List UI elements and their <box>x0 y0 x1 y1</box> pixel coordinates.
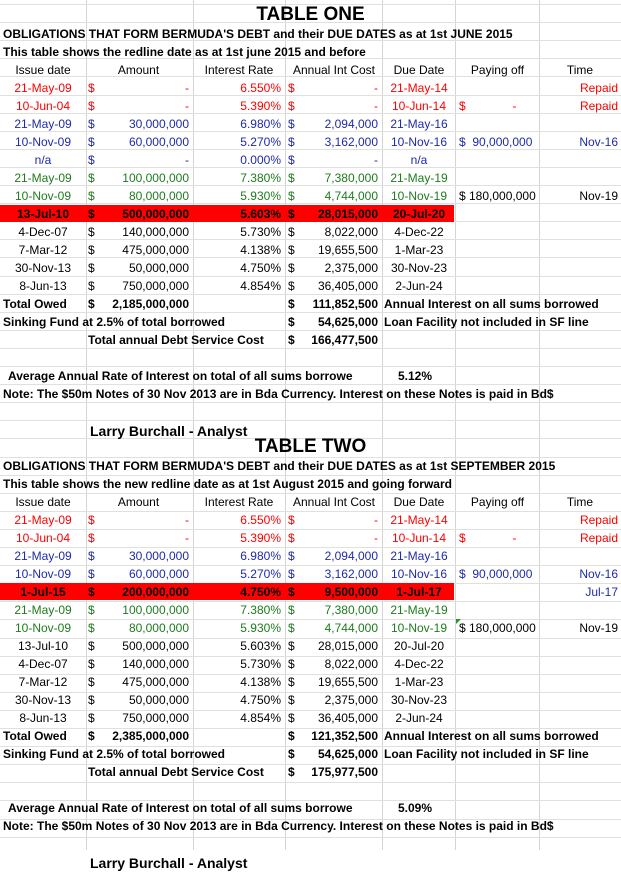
cell-due: 10-Nov-19 <box>390 189 448 203</box>
cell-rate: 0.000% <box>240 153 281 167</box>
cell-cost: 4,744,000 <box>324 621 378 635</box>
sinking-fund-label: Sinking Fund at 2.5% of total borrowed <box>3 315 226 329</box>
cell-cost: 7,380,000 <box>324 603 378 617</box>
cell-time: Nov-19 <box>579 189 618 203</box>
cell-due: 10-Jun-14 <box>391 531 447 545</box>
cell-cost: 8,022,000 <box>324 225 378 239</box>
sinking-fund-note: Loan Facility not included in SF line <box>384 315 589 329</box>
column-header: Time <box>566 495 594 509</box>
debt-service-value: 175,977,500 <box>311 765 378 779</box>
cell-dollar1: $ <box>88 657 95 671</box>
comment-marker <box>456 619 461 624</box>
cell-cost: 8,022,000 <box>324 657 378 671</box>
cell-cost: 9,500,000 <box>324 585 378 599</box>
cell-issue: 10-Nov-09 <box>14 567 72 581</box>
cell-issue: 10-Nov-09 <box>14 189 72 203</box>
cell-cost: 7,380,000 <box>324 171 378 185</box>
table-row <box>0 673 621 691</box>
cell-cost: 28,015,000 <box>317 639 378 653</box>
table-row <box>0 151 621 169</box>
cell-amount: 30,000,000 <box>128 549 189 563</box>
column-header: Amount <box>117 63 160 77</box>
cell-dollar2: $ <box>288 117 295 131</box>
cell-amount: 200,000,000 <box>122 585 189 599</box>
cell-issue: 1-Jul-15 <box>20 585 66 599</box>
cell-amount: 500,000,000 <box>122 207 189 221</box>
sinking-fund-value: 54,625,000 <box>317 747 378 761</box>
cell-amount: - <box>185 513 189 527</box>
cell-dollar1: $ <box>88 513 95 527</box>
cell-dollar2: $ <box>288 639 295 653</box>
average-rate-label: Average Annual Rate of Interest on total of all sums borrowe <box>8 801 353 815</box>
cell-issue: 10-Jun-04 <box>15 531 71 545</box>
cell-dollar2: $ <box>288 711 295 725</box>
cell-dollar1: $ <box>88 225 95 239</box>
cell-dollar1: $ <box>88 207 95 221</box>
cell-cost: - <box>374 531 378 545</box>
column-header: Annual Int Cost <box>292 63 376 77</box>
sinking-fund-row <box>0 313 621 331</box>
table-1-heading: OBLIGATIONS THAT FORM BERMUDA'S DEBT and their DUE DATES as at 1st JUNE 2015 <box>3 27 513 41</box>
cell-cost: - <box>374 513 378 527</box>
average-rate-row <box>0 367 621 385</box>
average-rate-value: 5.12% <box>398 369 433 383</box>
cell-rate: 4.854% <box>240 711 281 725</box>
cell-rate: 7.380% <box>240 603 281 617</box>
debt-service-label: Total annual Debt Service Cost <box>88 333 264 347</box>
average-rate-row <box>0 799 621 817</box>
cell-dollar2: $ <box>288 549 295 563</box>
cell-dollar2: $ <box>288 675 295 689</box>
cell-dollar2: $ <box>288 621 295 635</box>
cell-dollar2: $ <box>288 567 295 581</box>
cell-dollar1: $ <box>88 243 95 257</box>
cell-due: 1-Mar-23 <box>394 675 444 689</box>
cell-amount: 50,000,000 <box>128 261 189 275</box>
cell-cost: 2,094,000 <box>324 549 378 563</box>
cell-rate: 6.550% <box>240 513 281 527</box>
cell-rate: 5.603% <box>240 207 281 221</box>
cell-issue: 21-May-09 <box>14 603 72 617</box>
analyst-signature: Larry Burchall - Analyst <box>90 423 248 439</box>
table-row <box>0 277 621 295</box>
cell-due: 2-Jun-24 <box>395 711 443 725</box>
cell-dollar1: $ <box>88 99 95 113</box>
cell-due: 21-May-14 <box>390 81 448 95</box>
cell-dollar2: $ <box>288 189 295 203</box>
table-1-subheading: This table shows the redline date as at 1st june 2015 and before <box>3 45 366 59</box>
cell-due: 4-Dec-22 <box>394 225 444 239</box>
cell-issue: 21-May-09 <box>14 117 72 131</box>
cell-issue: 7-Mar-12 <box>18 243 68 257</box>
cell-rate: 6.980% <box>240 117 281 131</box>
cell-dollar2: $ <box>288 99 295 113</box>
cell-issue: 13-Jul-10 <box>16 207 70 221</box>
cell-amount: 50,000,000 <box>128 693 189 707</box>
cell-due: 30-Nov-23 <box>390 693 448 707</box>
cell-amount: - <box>185 153 189 167</box>
cell-dollar2: $ <box>288 693 295 707</box>
cell-due: 10-Nov-16 <box>390 135 448 149</box>
cell-due: 1-Jul-17 <box>396 585 442 599</box>
debt-service-value: 166,477,500 <box>311 333 378 347</box>
table-2-title: TABLE TWO <box>254 436 367 457</box>
table-row <box>0 133 621 151</box>
cell-dollar2: $ <box>288 531 295 545</box>
cell-amount: 475,000,000 <box>122 675 189 689</box>
average-rate-label: Average Annual Rate of Interest on total of all sums borrowe <box>8 369 353 383</box>
table-2-heading: OBLIGATIONS THAT FORM BERMUDA'S DEBT and their DUE DATES as at 1st SEPTEMBER 2015 <box>3 459 556 473</box>
cell-rate: 4.854% <box>240 279 281 293</box>
cell-dollar2: $ <box>288 135 295 149</box>
note-row <box>0 817 621 835</box>
cell-cost: - <box>374 153 378 167</box>
cell-rate: 6.980% <box>240 549 281 563</box>
total-owed-label: Total Owed <box>3 729 67 743</box>
column-header: Issue date <box>15 495 71 509</box>
column-header: Issue date <box>15 63 71 77</box>
cell-paying: $ 90,000,000 <box>459 567 533 581</box>
cell-dollar: $ <box>288 747 295 761</box>
total-owed-value: 2,185,000,000 <box>112 297 189 311</box>
cell-dollar1: $ <box>88 81 95 95</box>
debt-service-row <box>0 763 621 781</box>
cell-issue: 21-May-09 <box>14 81 72 95</box>
cell-rate: 5.270% <box>240 567 281 581</box>
cell-due: 21-May-19 <box>390 171 448 185</box>
cell-dollar: $ <box>288 315 295 329</box>
cell-amount: - <box>185 531 189 545</box>
cell-paying: $ 180,000,000 <box>459 189 536 203</box>
cell-dollar2: $ <box>288 81 295 95</box>
table-row <box>0 601 621 619</box>
cell-amount: 80,000,000 <box>128 621 189 635</box>
cell-paying: $ 180,000,000 <box>459 621 536 635</box>
table-row <box>0 187 621 205</box>
cell-dollar1: $ <box>88 603 95 617</box>
cell-cost: 19,655,500 <box>317 675 378 689</box>
cell-due: 21-May-19 <box>390 603 448 617</box>
cell-cost: 2,375,000 <box>324 261 378 275</box>
cell-dollar: $ <box>288 729 295 743</box>
cell-due: 4-Dec-22 <box>394 657 444 671</box>
cell-cost: 4,744,000 <box>324 189 378 203</box>
cell-issue: 30-Nov-13 <box>14 693 72 707</box>
cell-rate: 4.138% <box>240 243 281 257</box>
cell-issue: 8-Jun-13 <box>19 711 67 725</box>
cell-dollar1: $ <box>88 153 95 167</box>
cell-time: Nov-16 <box>579 135 618 149</box>
column-header: Due Date <box>393 63 445 77</box>
analyst-signature: Larry Burchall - Analyst <box>90 855 248 871</box>
cell-rate: 5.930% <box>240 621 281 635</box>
cell-amount: - <box>185 99 189 113</box>
cell-cost: - <box>374 99 378 113</box>
cell-due: 10-Jun-14 <box>391 99 447 113</box>
currency-note: Note: The $50m Notes of 30 Nov 2013 are in Bda Currency. Interest on these Notes is paid in Bd$ <box>3 819 554 833</box>
cell-due: 21-May-14 <box>390 513 448 527</box>
column-header: Annual Int Cost <box>292 495 376 509</box>
column-header: Interest Rate <box>204 495 274 509</box>
cell-issue: 21-May-09 <box>14 171 72 185</box>
cell-issue: 21-May-09 <box>14 513 72 527</box>
cell-cost: 2,375,000 <box>324 693 378 707</box>
cell-rate: 5.730% <box>240 657 281 671</box>
cell-rate: 5.390% <box>240 531 281 545</box>
debt-service-label: Total annual Debt Service Cost <box>88 765 264 779</box>
total-owed-row <box>0 727 621 745</box>
cell-cost: - <box>374 81 378 95</box>
cell-rate: 4.750% <box>240 693 281 707</box>
cell-dollar1: $ <box>88 135 95 149</box>
cell-dollar: $ <box>88 297 95 311</box>
table-row <box>0 259 621 277</box>
table-row <box>0 511 621 529</box>
cell-time: Repaid <box>579 531 618 545</box>
cell-amount: 60,000,000 <box>128 135 189 149</box>
cell-due: 1-Mar-23 <box>394 243 444 257</box>
cell-due: 30-Nov-23 <box>390 261 448 275</box>
cell-amount: 100,000,000 <box>122 603 189 617</box>
cell-rate: 4.750% <box>240 261 281 275</box>
cell-rate: 5.270% <box>240 135 281 149</box>
cell-issue: 4-Dec-07 <box>18 225 68 239</box>
table-row <box>0 547 621 565</box>
sinking-fund-value: 54,625,000 <box>317 315 378 329</box>
sinking-fund-label: Sinking Fund at 2.5% of total borrowed <box>3 747 226 761</box>
cell-amount: 750,000,000 <box>122 279 189 293</box>
cell-paying: $ - <box>459 99 517 113</box>
table-row <box>0 655 621 673</box>
table-row <box>0 619 621 637</box>
cell-rate: 5.603% <box>240 639 281 653</box>
cell-time: Jul-17 <box>585 585 618 599</box>
total-owed-value: 2,385,000,000 <box>112 729 189 743</box>
cell-time: Nov-16 <box>579 567 618 581</box>
column-header: Time <box>566 63 594 77</box>
total-note: Annual Interest on all sums borrowed <box>384 297 599 311</box>
sinking-fund-note: Loan Facility not included in SF line <box>384 747 589 761</box>
cell-dollar1: $ <box>88 639 95 653</box>
cell-amount: 475,000,000 <box>122 243 189 257</box>
cell-due: 10-Nov-19 <box>390 621 448 635</box>
total-cost-value: 111,852,500 <box>312 297 378 311</box>
table-row <box>0 97 621 115</box>
cell-due: 10-Nov-16 <box>390 567 448 581</box>
column-header: Interest Rate <box>204 63 274 77</box>
cell-due: 20-Jul-20 <box>393 639 445 653</box>
cell-cost: 36,405,000 <box>317 711 378 725</box>
cell-cost: 36,405,000 <box>317 279 378 293</box>
cell-dollar1: $ <box>88 549 95 563</box>
gridline <box>0 782 621 783</box>
cell-dollar1: $ <box>88 261 95 275</box>
cell-dollar2: $ <box>288 585 295 599</box>
cell-due: n/a <box>410 153 428 167</box>
cell-dollar1: $ <box>88 117 95 131</box>
cell-dollar1: $ <box>88 567 95 581</box>
table-row <box>0 583 621 601</box>
cell-dollar: $ <box>288 333 295 347</box>
cell-paying: $ 90,000,000 <box>459 135 533 149</box>
cell-rate: 5.390% <box>240 99 281 113</box>
cell-dollar1: $ <box>88 585 95 599</box>
cell-due: 21-May-16 <box>390 117 448 131</box>
cell-amount: 60,000,000 <box>128 567 189 581</box>
column-header: Due Date <box>393 495 445 509</box>
total-cost-value: 121,352,500 <box>311 729 378 743</box>
cell-dollar2: $ <box>288 243 295 257</box>
cell-dollar2: $ <box>288 171 295 185</box>
cell-dollar1: $ <box>88 711 95 725</box>
cell-amount: 140,000,000 <box>122 225 189 239</box>
cell-amount: 500,000,000 <box>122 639 189 653</box>
cell-due: 20-Jul-20 <box>392 207 446 221</box>
cell-dollar1: $ <box>88 675 95 689</box>
cell-time: Repaid <box>579 513 618 527</box>
cell-dollar: $ <box>288 765 295 779</box>
table-2-subheading: This table shows the new redline date as at 1st August 2015 and going forward <box>3 477 452 491</box>
cell-dollar2: $ <box>288 225 295 239</box>
cell-due: 2-Jun-24 <box>395 279 443 293</box>
column-header: Amount <box>117 495 160 509</box>
cell-rate: 4.138% <box>240 675 281 689</box>
cell-time: Nov-19 <box>579 621 618 635</box>
table-row <box>0 565 621 583</box>
cell-dollar1: $ <box>88 693 95 707</box>
cell-issue: 8-Jun-13 <box>19 279 67 293</box>
table-row <box>0 205 621 223</box>
cell-time: Repaid <box>579 99 618 113</box>
cell-issue: 10-Nov-09 <box>14 135 72 149</box>
cell-issue: 10-Jun-04 <box>15 99 71 113</box>
cell-due: 21-May-16 <box>390 549 448 563</box>
cell-dollar1: $ <box>88 171 95 185</box>
table-row <box>0 79 621 97</box>
gridline <box>0 837 621 838</box>
table-row <box>0 637 621 655</box>
cell-amount: 100,000,000 <box>122 171 189 185</box>
total-owed-row <box>0 295 621 313</box>
table-row <box>0 169 621 187</box>
table-row <box>0 529 621 547</box>
cell-issue: 10-Nov-09 <box>14 621 72 635</box>
cell-issue: n/a <box>34 153 52 167</box>
cell-amount: 80,000,000 <box>128 189 189 203</box>
cell-issue: 7-Mar-12 <box>18 675 68 689</box>
column-header: Paying off <box>470 495 525 509</box>
table-1-title: TABLE ONE <box>256 4 365 25</box>
cell-cost: 28,015,000 <box>317 207 378 221</box>
cell-cost: 2,094,000 <box>324 117 378 131</box>
cell-rate: 4.750% <box>240 585 281 599</box>
cell-dollar1: $ <box>88 621 95 635</box>
cell-dollar2: $ <box>288 207 295 221</box>
cell-dollar: $ <box>88 729 95 743</box>
sinking-fund-row <box>0 745 621 763</box>
total-note: Annual Interest on all sums borrowed <box>384 729 599 743</box>
cell-rate: 6.550% <box>240 81 281 95</box>
table-row <box>0 241 621 259</box>
cell-cost: 3,162,000 <box>324 135 378 149</box>
table-row <box>0 709 621 727</box>
cell-dollar2: $ <box>288 261 295 275</box>
cell-dollar2: $ <box>288 513 295 527</box>
cell-issue: 30-Nov-13 <box>14 261 72 275</box>
table-row <box>0 223 621 241</box>
table-row <box>0 691 621 709</box>
cell-dollar2: $ <box>288 279 295 293</box>
cell-amount: 140,000,000 <box>122 657 189 671</box>
cell-cost: 19,655,500 <box>317 243 378 257</box>
cell-dollar2: $ <box>288 603 295 617</box>
cell-dollar2: $ <box>288 657 295 671</box>
cell-amount: 750,000,000 <box>122 711 189 725</box>
average-rate-value: 5.09% <box>398 801 433 815</box>
cell-rate: 5.930% <box>240 189 281 203</box>
cell-time: Repaid <box>579 81 618 95</box>
cell-amount: 30,000,000 <box>128 117 189 131</box>
column-header: Paying off <box>470 63 525 77</box>
cell-issue: 13-Jul-10 <box>17 639 69 653</box>
total-owed-label: Total Owed <box>3 297 67 311</box>
cell-cost: 3,162,000 <box>324 567 378 581</box>
cell-rate: 5.730% <box>240 225 281 239</box>
cell-issue: 21-May-09 <box>14 549 72 563</box>
cell-issue: 4-Dec-07 <box>18 657 68 671</box>
note-row <box>0 385 621 403</box>
cell-rate: 7.380% <box>240 171 281 185</box>
cell-amount: - <box>185 81 189 95</box>
cell-paying: $ - <box>459 531 517 545</box>
cell-dollar1: $ <box>88 189 95 203</box>
table-row <box>0 115 621 133</box>
currency-note: Note: The $50m Notes of 30 Nov 2013 are in Bda Currency. Interest on these Notes is paid in Bd$ <box>3 387 554 401</box>
debt-service-row <box>0 331 621 349</box>
cell-dollar: $ <box>288 297 295 311</box>
cell-dollar1: $ <box>88 531 95 545</box>
cell-dollar1: $ <box>88 279 95 293</box>
cell-dollar2: $ <box>288 153 295 167</box>
